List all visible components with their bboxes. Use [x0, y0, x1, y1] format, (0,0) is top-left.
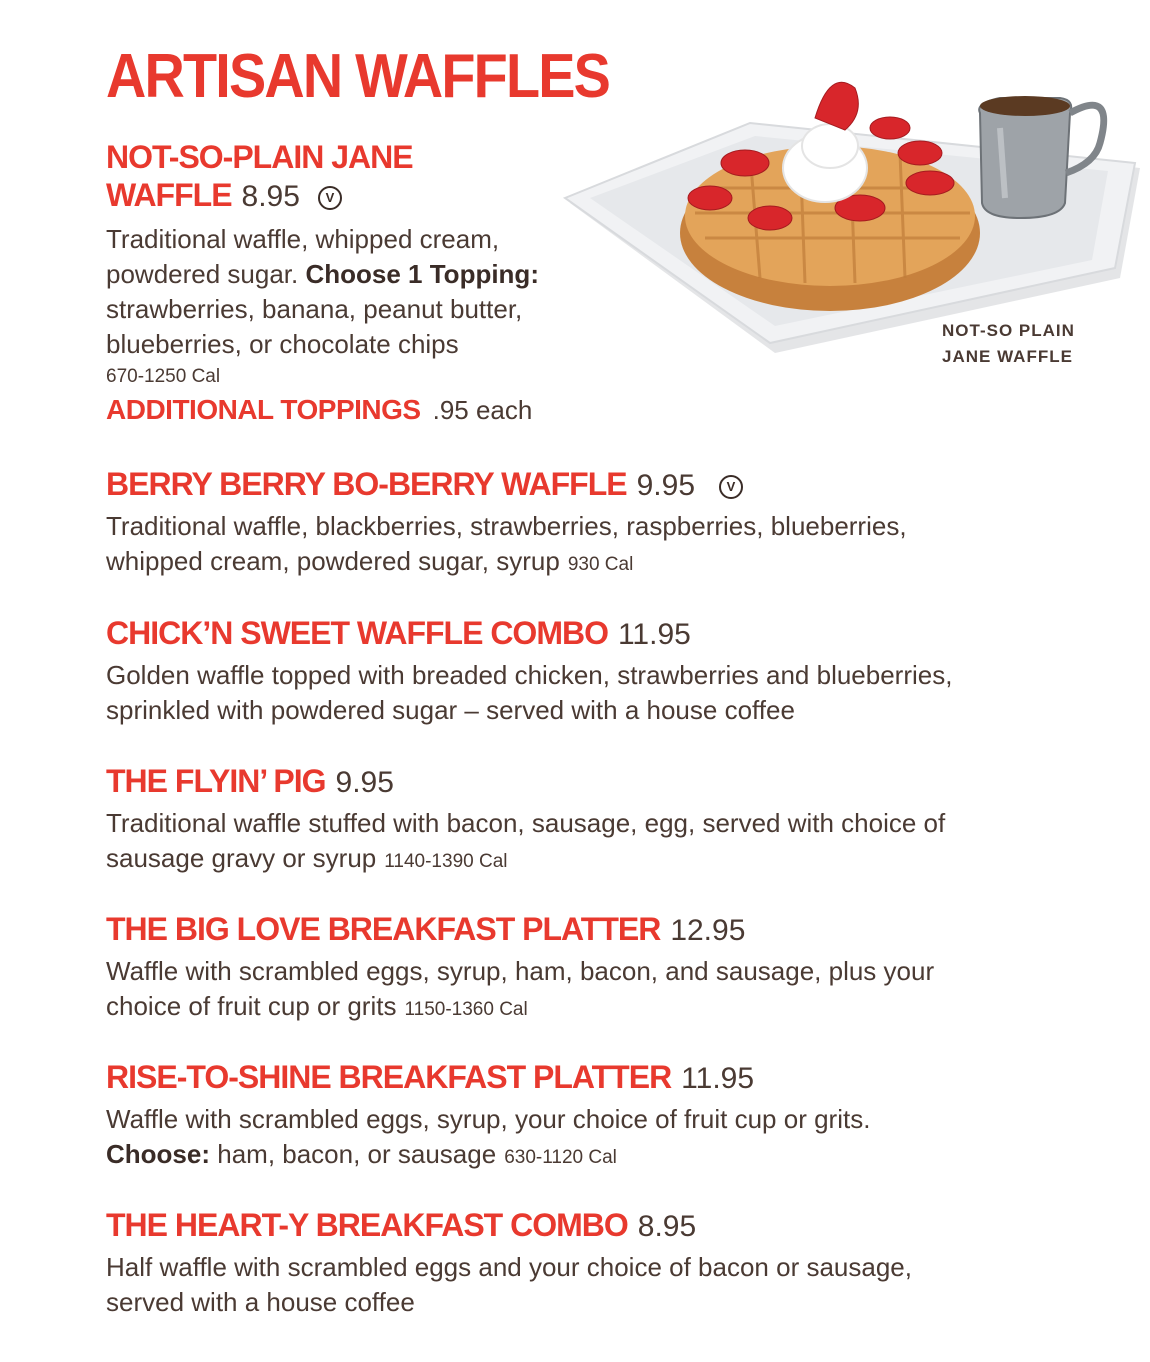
additional-toppings-price: .95 each	[432, 395, 533, 425]
additional-toppings	[106, 392, 1066, 428]
menu-item-chickn-sweet	[106, 614, 1066, 728]
item-name: WAFFLE	[106, 177, 232, 213]
vegetarian-icon: V	[318, 186, 342, 210]
item-calories: 630-1120 Cal	[504, 1147, 617, 1168]
item-price: 9.95	[636, 469, 695, 502]
additional-toppings-label: ADDITIONAL TOPPINGS	[106, 394, 421, 425]
choose-label: Choose 1 Topping:	[305, 259, 539, 289]
item-name: NOT-SO-PLAIN JANE	[106, 139, 413, 175]
photo-caption: NOT-SO PLAIN JANE WAFFLE	[942, 321, 1075, 366]
item-name: THE HEART-Y BREAKFAST COMBO	[106, 1207, 628, 1243]
item-name: BERRY BERRY BO-BERRY WAFFLE	[106, 466, 627, 502]
item-price: 11.95	[681, 1062, 755, 1095]
item-description: Traditional waffle stuffed with bacon, sausage, egg, served with choice of sausage gravy or syrup 1140-1390 Cal	[106, 808, 946, 873]
item-calories: 1150-1360 Cal	[404, 999, 528, 1020]
vegetarian-icon: V	[719, 475, 743, 499]
menu-item-flyin-pig	[106, 762, 1066, 879]
item-name: THE FLYIN’ PIG	[106, 763, 326, 799]
item-description: Half waffle with scrambled eggs and your choice of bacon or sausage, served with a house coffee	[106, 1252, 912, 1317]
item-price: 12.95	[670, 914, 746, 947]
item-price: 8.95	[241, 180, 300, 213]
item-calories: 930 Cal	[567, 554, 634, 575]
item-calories: 1140-1390 Cal	[384, 851, 508, 872]
menu-item-big-love	[106, 910, 1066, 1027]
item-description: Waffle with scrambled eggs, syrup, your choice of fruit cup or grits. Choose: ham, bacon, or sausage 630-1120 Cal	[106, 1104, 871, 1169]
item-calories: 670-1250 Cal	[106, 366, 221, 387]
item-description: Traditional waffle, blackberries, strawberries, raspberries, blueberries, whipped cream, powdered sugar, syrup 930 Cal	[106, 511, 907, 576]
choose-label: Choose:	[106, 1139, 210, 1169]
item-description: Golden waffle topped with breaded chicken, strawberries and blueberries, sprinkled with powdered sugar – served with a house coffee	[106, 660, 953, 725]
item-price: 8.95	[637, 1210, 697, 1243]
item-price: 9.95	[335, 766, 394, 799]
page-title: ARTISAN WAFFLES	[106, 42, 610, 111]
menu-item-rise-to-shine	[106, 1058, 1066, 1175]
item-name: CHICK’N SWEET WAFFLE COMBO	[106, 615, 608, 651]
item-name: RISE-TO-SHINE BREAKFAST PLATTER	[106, 1059, 672, 1095]
menu-item-berry-berry	[106, 465, 1066, 582]
item-name: THE BIG LOVE BREAKFAST PLATTER	[106, 911, 661, 947]
menu-item-heart-y	[106, 1206, 1066, 1320]
item-description: Waffle with scrambled eggs, syrup, ham, bacon, and sausage, plus your choice of fruit cup or grits 1150-1360 Cal	[106, 956, 935, 1021]
item-description: Traditional waffle, whipped cream, powdered sugar. Choose 1 Topping: strawberries, banana, peanut butter, blueberries, or chocolate chips	[106, 224, 539, 359]
item-price: 11.95	[617, 618, 691, 651]
